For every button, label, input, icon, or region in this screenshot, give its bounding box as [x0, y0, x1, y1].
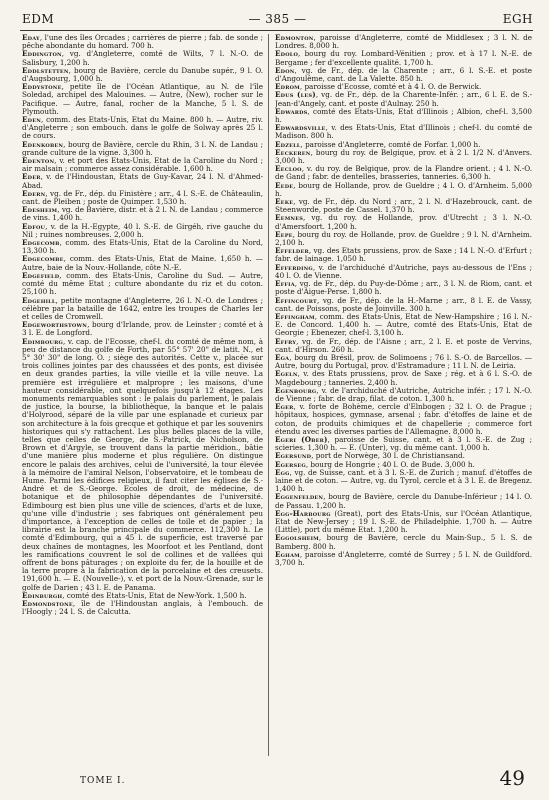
entry-headword: Edus (les)	[275, 90, 316, 100]
entry-headword: Effia	[275, 279, 295, 289]
entry-headword: Eecloo	[275, 164, 302, 174]
entry-headword: Edolo	[275, 49, 299, 59]
entry-headword: Eeke	[275, 197, 294, 207]
dictionary-entry	[275, 403, 532, 436]
entry-headword: Eden	[22, 115, 41, 125]
dictionary-entry	[22, 321, 263, 337]
entry-text: , comm. des Etats-Unis, Etat du Maine. 800 h. — Autre, riv. d'Angleterre ; son embouch. dans le golfe de Solway après 25 l. de cours.	[22, 115, 263, 141]
dictionary-entry	[275, 124, 532, 140]
entry-headword: Eder	[22, 172, 41, 182]
entry-headword: Edesheim	[22, 205, 58, 215]
dictionary-entry	[275, 247, 532, 263]
entry-headword: Ega	[275, 352, 290, 362]
entry-text: , comm. des Etats-Unis, Etat de la Caroline du Nord, 13,300 h.	[22, 238, 263, 256]
dictionary-entry	[275, 436, 532, 452]
entry-text: , v. de l'archiduché d'Autriche, pays au-dessous de l'Ens ; 40 l. O. de Vienne.	[275, 262, 532, 280]
dictionary-entry	[275, 182, 532, 198]
entry-text: , v. et port des Etats-Unis, Etat de la Caroline du Nord ; air malsain ; commerce assez considérable. 1,600 h.	[22, 156, 263, 174]
entry-text: , vg. de Fr., dép. de la Charente ; arr., 6 l. S.-E. et poste d'Angoulême, cant. de La Valette. 850 h.	[275, 65, 532, 84]
entry-headword: Eger	[275, 402, 294, 412]
header-right-guideword: EGH	[502, 12, 533, 26]
entry-headword: Eddington	[22, 49, 62, 59]
entry-headword: Edinburgh	[22, 590, 63, 600]
entry-headword: Effingham	[275, 311, 315, 321]
entry-text: , v. de l'Hindoustan, Etats de Guy-Kavar, 24 l. N. d'Ahmed-Abad.	[22, 172, 263, 190]
entry-headword: Edon	[275, 65, 295, 75]
entry-headword: Edfou	[22, 221, 46, 231]
dictionary-entry	[275, 469, 532, 494]
entry-text: , paroisse d'Ecosse, comté et à 4 l. O. de Berwick.	[299, 82, 482, 92]
entry-text: , v. des Etats prussiens, prov. de Saxe ; rég. et à 6 l. S.-O. de Magdebourg ; tanneries. 2,400 h.	[275, 369, 532, 387]
header-rule	[20, 30, 533, 31]
entry-text: , v. forte de Bohème, cercle d'Elnbogen ; 32 l. O. de Prague ; hôpitaux, hospices, gymnase, arsenal ; fabr. d'étoffes de laine et de coton, de produits chimiques et de chapellerie ; commerce fort étendu avec les diverses parties de l'Allemagne. 8,000 h.	[275, 402, 532, 436]
right-column	[275, 34, 532, 756]
entry-text: , bourg de Bavière, cercle du Danube supér., 9 l. O. d'Augsbourg, 1,000 h.	[22, 65, 263, 84]
entry-headword: Edrom	[275, 82, 300, 92]
entry-text: , vg. de Fr., dép. du Puy-de-Dôme ; arr., 3 l. N. de Riom, cant. et poste d'Aigue-Perse. 1,800 h.	[275, 279, 532, 297]
column-divider	[268, 34, 269, 756]
entry-text: , bourg de Hollande, prov. de Gueldre ; 4 l. O. d'Arnheim. 5,000 h.	[275, 180, 532, 198]
entry-text: , paroisse d'Angleterre, comté de Middlesex ; 3 l. N. de Londres. 8,000 h.	[275, 34, 532, 51]
entry-text: , petite île de l'Océan Atlantique, au N. de l'île Soledad, archipel des Malouines. — Autre, (New), rocher sur le Pacifique. — Autre, fanal, rocher de la Manche, 5 l. S. de Plymouth.	[22, 82, 263, 116]
entry-text: , v. de la H.-Egypte, 40 l. S.-E. de Girgéh, rive gauche du Nil ; ruines nombreuses. 2,000 h.	[22, 221, 263, 239]
entry-headword: Egeln	[275, 369, 298, 379]
entry-text: , comté des Etats-Unis, Etat d'Illinois ; Albion, chef-l. 3,500 h.	[275, 106, 532, 125]
entry-text: , comté des Etats-Unis, Etat de New-York. 1,500 h.	[62, 590, 247, 600]
dictionary-entry	[22, 34, 263, 50]
dictionary-entry	[22, 173, 263, 189]
dictionary-entry	[22, 157, 263, 173]
entry-headword: Effry	[275, 336, 297, 346]
entry-text: , bourg de Bavière, cercle du Main-Sup., 5 l. S. de Bamberg. 800 h.	[275, 533, 532, 551]
entry-text: , vg. des Etats prussiens, prov. de Saxe ; 14 l. N.-O. d'Erfurt ; fabr. de lainage. 1,050 h.	[275, 246, 532, 264]
dictionary-entry	[275, 354, 532, 370]
header-left-guideword: EDM	[22, 12, 55, 26]
entry-headword: Eepe	[275, 229, 293, 239]
entry-text: , paroisse d'Angleterre, comté de Forfar. 1,000 h.	[300, 139, 481, 149]
entry-text: , petite montagne d'Angleterre, 26 l. N.-O. de Londres ; célèbre par la bataille de 1642, entre les troupes de Charles Ier et celles de Cromwell.	[22, 295, 263, 321]
dictionary-entry	[275, 510, 532, 535]
entry-text: , île de l'Hindoustan anglais, à l'embouch. de l'Hoogly ; 24 l. S. de Calcutta.	[22, 599, 263, 617]
dictionary-entry	[275, 149, 532, 165]
entry-headword: Eemnes	[275, 213, 304, 223]
entry-text: , vg. de Fr., dép. de l'Aisne ; arr., 2 l. E. et poste de Vervins, cant. d'Hirson. 260 h.	[275, 336, 532, 354]
dictionary-entry	[275, 34, 532, 50]
dictionary-entry	[22, 297, 263, 322]
entry-text: , comm. des Etats-Unis, Etat de New-Hampshire ; 16 l. N.-E. de Concord. 1,400 h. — Autre, comté des Etats-Unis, Etat de Georgie ; Ebenezer, chef-l. 3,100 h.	[275, 311, 532, 338]
entry-headword: Edmondstone	[22, 599, 73, 609]
entry-headword: Efferding	[275, 262, 313, 272]
dictionary-entry	[275, 214, 532, 230]
entry-text: , paroisse d'Angleterre, comté de Surrey ; 5 l. N. de Guildford. 3,700 h.	[275, 549, 532, 567]
dictionary-entry	[275, 387, 532, 403]
entry-text: , bourg de Bavière, cercle du Rhin, 3 l. N. de Landau ; grande culture de la vigne. 3,300 h.	[22, 139, 263, 157]
entry-headword: Edwardsville	[275, 123, 326, 133]
dictionary-entry	[275, 67, 532, 83]
entry-text: , bourg de Bavière, cercle du Danube-Inférieur ; 14 l. O. de Passau. 1,200 h.	[275, 492, 532, 510]
dictionary-entry	[275, 231, 532, 247]
dictionary-entry	[22, 50, 263, 66]
entry-headword: Egenbourg	[275, 385, 317, 395]
dictionary-entry	[22, 83, 263, 116]
dictionary-entry	[22, 223, 263, 239]
dictionary-entry	[275, 280, 532, 296]
entry-text: (Great), port des Etats-Unis, sur l'Océan Atlantique, Etat de New-Jersey ; 19 l. S.-E. de Philadelphie. 1,700 h. — Autre (Little), port du même Etat. 1,200 h.	[275, 508, 532, 535]
entry-text: , vg. de Fr., dép. de la H.-Marne ; arr., 8 l. E. de Vassy, cant. de Poissons, poste de Joinville. 300 h.	[275, 295, 532, 313]
entry-headword: Egeri (Ober)	[275, 434, 328, 444]
dictionary-entry	[275, 264, 532, 280]
entry-headword: Eday	[22, 34, 40, 42]
dictionary-entry	[275, 534, 532, 550]
entry-text: , vg. de Bavière, distr. et à 2 l. N. de Landau ; commerce de vins. 1,400 h.	[22, 205, 263, 223]
dictionary-entry	[22, 141, 263, 157]
dictionary-entry	[275, 91, 532, 107]
dictionary-entry	[275, 551, 532, 567]
dictionary-entry	[22, 255, 263, 271]
entry-headword: Edgehill	[22, 295, 56, 305]
entry-text: , v. de l'archiduché d'Autriche, Autriche infér. ; 17 l. N.-O. de Vienne ; fabr. de drap, filat. de coton. 1,300 h.	[275, 385, 532, 403]
dictionary-entry	[275, 313, 532, 338]
entry-text: , bourg d'Irlande, prov. de Leinster ; comté et à 3 l. E. de Longford.	[22, 320, 263, 338]
left-column	[22, 34, 263, 756]
entry-text: , vg. de Fr., dép. du Finistère ; arr., 4 l. S.-E. de Châteaulin, cant. de Pleiben ; poste de Quimper. 1,530 h.	[22, 188, 263, 207]
entry-headword: Edgecomb	[22, 238, 60, 248]
entry-headword: Edgeworthstown	[22, 320, 88, 330]
volume-label: TOME I.	[80, 776, 126, 786]
entry-headword: Edenton	[22, 156, 55, 166]
dictionary-entry	[275, 338, 532, 354]
entry-text: , port de Norwège, 30 l. de Christiansand.	[311, 451, 465, 461]
entry-headword: Edern	[22, 188, 46, 198]
entry-text: , vg. d'Angleterre, comté de Wilts, 7 l. N.-O. de Salisbury, 1,200 h.	[22, 49, 263, 67]
entry-headword: Effelder	[275, 246, 309, 256]
entry-headword: Eeckeren	[275, 147, 311, 157]
dictionary-entry	[22, 239, 263, 255]
dictionary-entry	[22, 600, 263, 616]
entry-headword: Edzell	[275, 139, 301, 149]
dictionary-entry	[22, 338, 263, 592]
entry-headword: Edgefield	[22, 270, 60, 280]
dictionary-entry	[275, 50, 532, 66]
entry-headword: Eggenfelden	[275, 492, 324, 502]
dictionary-entry	[275, 370, 532, 386]
entry-headword: Egerseg	[275, 459, 306, 469]
entry-headword: Egg	[275, 467, 290, 477]
entry-text: , bourg du roy. de Hollande, prov. de Gueldre ; 9 l. N. d'Arnheim. 2,100 h.	[275, 229, 532, 248]
dictionary-entry	[275, 108, 532, 124]
entry-headword: Edmonton	[275, 34, 314, 42]
dictionary-entry	[22, 272, 263, 297]
entry-headword: Eede	[275, 180, 294, 190]
entry-headword: Egham	[275, 549, 300, 559]
entry-text: , bourg du Brésil, prov. de Solimoens ; 76 l. S.-O. de Barcellos. — Autre, bourg du Portugal, prov. d'Estramadure ; 11 l. N. de Leiria.	[275, 352, 532, 371]
entry-text: , comm. des Etats-Unis, Caroline du Sud. — Autre, comté du même Etat ; culture abondante du riz et du coton. 25,100 h.	[22, 270, 263, 297]
entry-text: , bourg de Hongrie ; 40 l. O. de Bude. 3,000 h.	[305, 459, 475, 469]
entry-headword: Edgecombe	[22, 254, 64, 264]
entry-text: , v. des Etats-Unis, Etat d'Illinois ; chef-l. du comté de Madison. 800 h.	[275, 123, 532, 141]
dictionary-entry	[275, 198, 532, 214]
dictionary-entry	[275, 297, 532, 313]
footer-page-number: 49	[499, 766, 525, 790]
entry-text: , vg. du roy. de Hollande, prov. d'Utrecht ; 3 l. N.-O. d'Amersfoort. 1,200 h.	[275, 213, 532, 231]
header-page-number: — 385 —	[248, 12, 307, 26]
entry-headword: Egersund	[275, 451, 312, 461]
page-footer	[22, 766, 533, 790]
entry-headword: Edimbourg	[22, 336, 63, 346]
entry-headword: Effincourt	[275, 295, 317, 305]
entry-text: , comm. des Etats-Unis, Etat de Maine. 1,650 h. — Autre, baie de la Nouv.-Hollande, côte N.-E.	[22, 254, 263, 272]
entry-text: , paroisse de Suisse, cant. et à 3 l. S.-E. de Zug ; scieries. 1,300 h. — E. (Unter), vg. du même cant. 1,000 h.	[275, 434, 532, 453]
dictionary-entry	[22, 116, 263, 141]
entry-text: , bourg du roy. de Belgique, prov. et à 2 l. 1/2 N. d'Anvers. 3,000 h.	[275, 147, 532, 166]
dictionary-entry	[275, 165, 532, 181]
entry-text: , vg. de Fr., dép. du Nord ; arr., 2 l. N. d'Hazebrouck, cant. de Steenworde, poste de Cassel. 1,370 h.	[275, 197, 532, 215]
entry-text: , vg. de Suisse, cant. et à 3 l. S.-E. de Zurich ; manuf. d'étoffes de laine et de coton. — Autre, vg. du Tyrol, cercle et à 3 l. E. de Bregenz. 1,400 h.	[275, 467, 532, 494]
dictionary-entry	[22, 67, 263, 83]
entry-headword: Edwards	[275, 106, 308, 116]
dictionary-entry	[22, 190, 263, 206]
dictionary-entry	[275, 493, 532, 509]
entry-text: , v. du roy. de Belgique, prov. de la Flandre orient. ; 4 l. N.-O. de Gand ; fabr. de dentelles, brasseries, tanneries. 6,300 h.	[275, 164, 532, 182]
dictionary-entry	[22, 206, 263, 222]
running-header	[22, 12, 533, 28]
entry-headword: Eggolsheim	[275, 533, 319, 543]
entry-text: , vg. de Fr., dép. de la Charente-Infér. ; arr., 6 l. E. de S.-Jean-d'Angely, cant. et poste d'Aulnay. 250 h.	[275, 90, 532, 108]
entry-text: , l'une des îles Orcades ; carrières de pierre ; fab. de sonde ; pêche abondante du homard. 700 h.	[22, 34, 263, 51]
entry-text: , v. cap. de l'Ecosse, chef-l. du comté de même nom, à peu de distance du golfe de Forth, par 55° 57' 20" de latit. N., et 5° 30' 30" de long. O. ; siège des autorités. Cette v., placée sur trois collines jointes par des chaussées et des ponts, est divisée en deux grandes parties, la ville vieille et la ville neuve. La première est irrégulière et malpropre ; les maisons, d'une hauteur considérable, ont quelquefois jusqu'à 12 étages. Les monuments remarquables sont : le palais du parlement, le palais de justice, la bourse, la bibliothèque, la banque et le palais d'Holyrood, séparé de la ville par une esplanade et curieux par son architecture à la fois grecque et gothique et par les souvenirs historiques qui s'y rattachent. Les plus belles places de la ville, telles que celles de George, de S.-Patrick, de Nicholson, de Brown et d'Argyle, se trouvent dans la partie méridion., bâtie d'une manière plus moderne et plus régulière. On distingue encore le palais des archives, celui de l'université, la tour élevée à la mémoire de l'amiral Nelson, l'observatoire, et le tombeau de Hume. Parmi les édifices religieux, il faut citer les églises de S.-André et de S.-George. Ecoles de droit, de médecine, de botanique et de philosophie dépendantes de l'université. Edimbourg est bien plus une ville de sciences, d'arts et de luxe, qu'une ville d'industrie ; ses fabriques ont généralement peu d'importance, à l'exception de celles de toile et de papier ; la librairie est la branche principale du commerce. 112,300 h. Le comté d'Edimbourg, qui a 45 l. de superficie, est traversé par deux chaînes de montagnes, les Moorfoot et les Pentland, dont les ramifications couvrent le sol de collines et de vallées qui offrent de bons pâturages ; on exploite du fer, de la houille et de la terre propre à la fabrication de la porcelaine et des creusets. 191,600 h. — E. (Nouvelle-), v. et port de la Nouv.-Grenade, sur le golfe de Darien ; 43 l. E. de Panama.	[22, 336, 263, 592]
entry-headword: Edenkoben	[22, 139, 64, 149]
entry-headword: Eddlstetten	[22, 65, 69, 75]
entry-headword: Egg-Harbourg	[275, 508, 331, 518]
entry-text: , bourg du roy. Lombard-Vénitien ; prov. et à 17 l. N.-E. de Bergame ; fer d'excellente qualité. 1,700 h.	[275, 49, 532, 67]
entry-headword: Eddystone	[22, 82, 62, 92]
